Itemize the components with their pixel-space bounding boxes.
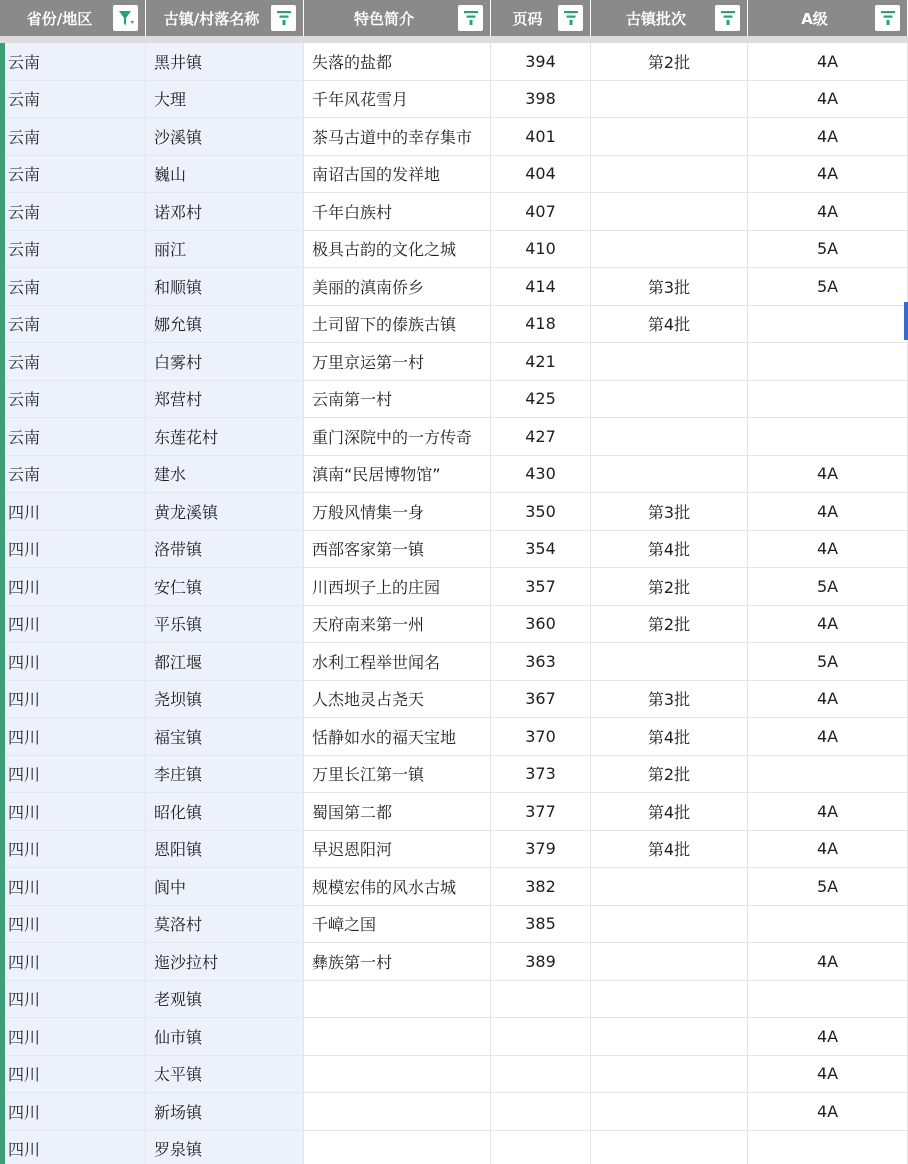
- table-cell[interactable]: 第3批: [591, 681, 748, 719]
- table-cell[interactable]: 第2批: [591, 606, 748, 644]
- table-row: [0, 531, 908, 569]
- table-cell[interactable]: 云南: [0, 118, 146, 156]
- table-cell[interactable]: 白雾村: [146, 343, 304, 381]
- table-cell[interactable]: 4A: [748, 531, 908, 569]
- table-cell[interactable]: [591, 418, 748, 456]
- table-cell[interactable]: [591, 1018, 748, 1056]
- table-cell[interactable]: 四川: [0, 906, 146, 944]
- table-cell[interactable]: 极具古韵的文化之城: [304, 231, 491, 269]
- table-cell[interactable]: 377: [491, 793, 591, 831]
- table-cell[interactable]: 都江堰: [146, 643, 304, 681]
- table-cell[interactable]: 娜允镇: [146, 306, 304, 344]
- column-header-5[interactable]: [591, 0, 748, 36]
- table-cell[interactable]: 5A: [748, 231, 908, 269]
- table-cell[interactable]: [491, 981, 591, 1019]
- table-cell[interactable]: 彝族第一村: [304, 943, 491, 981]
- table-cell[interactable]: 和顺镇: [146, 268, 304, 306]
- table-cell[interactable]: 尧坝镇: [146, 681, 304, 719]
- table-cell[interactable]: [748, 1131, 908, 1164]
- table-cell[interactable]: 云南: [0, 231, 146, 269]
- table-row: [0, 268, 908, 306]
- table-cell[interactable]: 430: [491, 456, 591, 494]
- table-row: [0, 231, 908, 269]
- table-cell[interactable]: 千年白族村: [304, 193, 491, 231]
- table-cell[interactable]: [304, 1093, 491, 1131]
- table-cell[interactable]: 421: [491, 343, 591, 381]
- table-cell[interactable]: [591, 381, 748, 419]
- table-cell[interactable]: 4A: [748, 493, 908, 531]
- table-cell[interactable]: 4A: [748, 156, 908, 194]
- table-row: [0, 306, 908, 344]
- table-cell[interactable]: [591, 1056, 748, 1094]
- column-header-3[interactable]: [304, 0, 491, 36]
- table-row: [0, 456, 908, 494]
- table-row: [0, 943, 908, 981]
- table-cell[interactable]: [591, 156, 748, 194]
- table-cell[interactable]: 失落的盐都: [304, 43, 491, 81]
- table-cell[interactable]: 360: [491, 606, 591, 644]
- table-cell[interactable]: 第4批: [591, 831, 748, 869]
- table-cell[interactable]: 四川: [0, 681, 146, 719]
- table-cell[interactable]: 云南: [0, 343, 146, 381]
- table-cell[interactable]: 新场镇: [146, 1093, 304, 1131]
- table-cell[interactable]: 第2批: [591, 43, 748, 81]
- table-row: [0, 756, 908, 794]
- table-cell[interactable]: [748, 981, 908, 1019]
- table-cell[interactable]: 4A: [748, 831, 908, 869]
- table-cell[interactable]: 401: [491, 118, 591, 156]
- table-cell[interactable]: 四川: [0, 1018, 146, 1056]
- table-cell[interactable]: 4A: [748, 193, 908, 231]
- table-row: [0, 43, 908, 81]
- table-cell[interactable]: 滇南“民居博物馆”: [304, 456, 491, 494]
- table-cell[interactable]: 美丽的滇南侨乡: [304, 268, 491, 306]
- table-cell[interactable]: [491, 1131, 591, 1164]
- table-cell[interactable]: 四川: [0, 1093, 146, 1131]
- table-cell[interactable]: 阆中: [146, 868, 304, 906]
- table-cell[interactable]: 土司留下的傣族古镇: [304, 306, 491, 344]
- table-cell[interactable]: 4A: [748, 793, 908, 831]
- table-cell[interactable]: [591, 868, 748, 906]
- table-cell[interactable]: [748, 381, 908, 419]
- filter-active-icon[interactable]: [113, 5, 138, 31]
- table-cell[interactable]: 第2批: [591, 756, 748, 794]
- table-cell[interactable]: 沙溪镇: [146, 118, 304, 156]
- table-cell[interactable]: 四川: [0, 718, 146, 756]
- filter-icon[interactable]: [558, 5, 583, 31]
- table-cell[interactable]: 363: [491, 643, 591, 681]
- table-cell[interactable]: 5A: [748, 643, 908, 681]
- table-cell[interactable]: 4A: [748, 718, 908, 756]
- table-cell[interactable]: 黄龙溪镇: [146, 493, 304, 531]
- table-cell[interactable]: 第2批: [591, 568, 748, 606]
- table-cell[interactable]: 福宝镇: [146, 718, 304, 756]
- table-cell[interactable]: 四川: [0, 831, 146, 869]
- table-row: [0, 418, 908, 456]
- table-row: [0, 643, 908, 681]
- table-row: [0, 831, 908, 869]
- table-cell[interactable]: 四川: [0, 1131, 146, 1164]
- table-row: [0, 118, 908, 156]
- table-cell[interactable]: 389: [491, 943, 591, 981]
- table-cell[interactable]: 370: [491, 718, 591, 756]
- table-cell[interactable]: 大理: [146, 81, 304, 119]
- table-cell[interactable]: [748, 906, 908, 944]
- table-cell[interactable]: 川西坝子上的庄园: [304, 568, 491, 606]
- table-cell[interactable]: 四川: [0, 868, 146, 906]
- table-cell[interactable]: 四川: [0, 493, 146, 531]
- table-row: [0, 568, 908, 606]
- table-cell[interactable]: 云南: [0, 381, 146, 419]
- table-cell[interactable]: 重门深院中的一方传奇: [304, 418, 491, 456]
- table-cell[interactable]: 迤沙拉村: [146, 943, 304, 981]
- table-cell[interactable]: 410: [491, 231, 591, 269]
- table-cell[interactable]: 昭化镇: [146, 793, 304, 831]
- table-cell[interactable]: 四川: [0, 568, 146, 606]
- table-cell[interactable]: 四川: [0, 981, 146, 1019]
- table-cell[interactable]: [304, 1018, 491, 1056]
- column-header-2[interactable]: [146, 0, 304, 36]
- table-cell[interactable]: 巍山: [146, 156, 304, 194]
- table-cell[interactable]: 四川: [0, 943, 146, 981]
- table-cell[interactable]: 云南: [0, 156, 146, 194]
- table-cell[interactable]: 云南: [0, 268, 146, 306]
- table-cell[interactable]: [748, 306, 908, 344]
- table-cell[interactable]: 天府南来第一州: [304, 606, 491, 644]
- table-cell[interactable]: 诺邓村: [146, 193, 304, 231]
- table-cell[interactable]: 354: [491, 531, 591, 569]
- table-row: [0, 156, 908, 194]
- column-header-label: 古镇批次: [625, 9, 686, 28]
- table-cell[interactable]: [591, 81, 748, 119]
- table-cell[interactable]: [491, 1093, 591, 1131]
- filter-icon[interactable]: [875, 5, 900, 31]
- table-cell[interactable]: [491, 1018, 591, 1056]
- table-cell[interactable]: 南诏古国的发祥地: [304, 156, 491, 194]
- filter-icon[interactable]: [271, 5, 296, 31]
- table-cell[interactable]: 郑营村: [146, 381, 304, 419]
- table-cell[interactable]: 第3批: [591, 268, 748, 306]
- table-cell[interactable]: 蜀国第二都: [304, 793, 491, 831]
- table-cell[interactable]: [304, 1131, 491, 1164]
- table-cell[interactable]: 规模宏伟的风水古城: [304, 868, 491, 906]
- table-row: [0, 681, 908, 719]
- table-cell[interactable]: 水利工程举世闻名: [304, 643, 491, 681]
- table-cell[interactable]: [491, 1056, 591, 1094]
- table-row: [0, 868, 908, 906]
- table-cell[interactable]: [591, 643, 748, 681]
- table-row: [0, 1056, 908, 1094]
- table-cell[interactable]: 平乐镇: [146, 606, 304, 644]
- filter-icon[interactable]: [715, 5, 740, 31]
- table-cell[interactable]: 四川: [0, 606, 146, 644]
- table-cell[interactable]: 367: [491, 681, 591, 719]
- table-cell[interactable]: 云南: [0, 456, 146, 494]
- filter-icon[interactable]: [458, 5, 483, 31]
- table-cell[interactable]: [591, 343, 748, 381]
- table-row: [0, 81, 908, 119]
- table-cell[interactable]: 385: [491, 906, 591, 944]
- column-header-6[interactable]: [748, 0, 908, 36]
- table-cell[interactable]: [304, 1056, 491, 1094]
- table-cell[interactable]: 427: [491, 418, 591, 456]
- table-cell[interactable]: 407: [491, 193, 591, 231]
- scrollbar-thumb[interactable]: [904, 302, 908, 340]
- table-cell[interactable]: 第4批: [591, 793, 748, 831]
- table-row: [0, 906, 908, 944]
- selection-indicator: [0, 43, 5, 1164]
- table-cell[interactable]: 东莲花村: [146, 418, 304, 456]
- table-cell[interactable]: 云南: [0, 418, 146, 456]
- table-cell[interactable]: 4A: [748, 1018, 908, 1056]
- table-cell[interactable]: 李庄镇: [146, 756, 304, 794]
- table-cell[interactable]: 四川: [0, 756, 146, 794]
- table-cell[interactable]: [591, 118, 748, 156]
- table-cell[interactable]: 云南: [0, 43, 146, 81]
- table-cell[interactable]: [748, 756, 908, 794]
- table-cell[interactable]: 350: [491, 493, 591, 531]
- table-cell[interactable]: 恩阳镇: [146, 831, 304, 869]
- column-header-label: 页码: [512, 9, 543, 28]
- table-cell[interactable]: 丽江: [146, 231, 304, 269]
- table-cell[interactable]: [591, 193, 748, 231]
- table-row: [0, 193, 908, 231]
- table-cell[interactable]: 人杰地灵占尧天: [304, 681, 491, 719]
- table-cell[interactable]: 5A: [748, 568, 908, 606]
- table-cell[interactable]: 万里长江第一镇: [304, 756, 491, 794]
- table-cell[interactable]: 第4批: [591, 306, 748, 344]
- table-cell[interactable]: [748, 418, 908, 456]
- table-cell[interactable]: 5A: [748, 268, 908, 306]
- table-cell[interactable]: 4A: [748, 606, 908, 644]
- table-cell[interactable]: 四川: [0, 643, 146, 681]
- table-cell[interactable]: [591, 231, 748, 269]
- table-cell[interactable]: 373: [491, 756, 591, 794]
- table-cell[interactable]: 四川: [0, 531, 146, 569]
- table-cell[interactable]: 万般风情集一身: [304, 493, 491, 531]
- table-cell[interactable]: [748, 343, 908, 381]
- table-cell[interactable]: [304, 981, 491, 1019]
- table-cell[interactable]: 第3批: [591, 493, 748, 531]
- table-cell[interactable]: 千年风花雪月: [304, 81, 491, 119]
- table-cell[interactable]: 仙市镇: [146, 1018, 304, 1056]
- table-row: [0, 493, 908, 531]
- table-cell[interactable]: 418: [491, 306, 591, 344]
- column-header-label: 特色简介: [353, 9, 414, 28]
- column-header-1[interactable]: [0, 0, 146, 36]
- table-cell[interactable]: [591, 1131, 748, 1164]
- table-cell[interactable]: 4A: [748, 118, 908, 156]
- table-cell[interactable]: 4A: [748, 1056, 908, 1094]
- table-cell[interactable]: 万里京运第一村: [304, 343, 491, 381]
- table-cell[interactable]: 379: [491, 831, 591, 869]
- table-row: [0, 718, 908, 756]
- table-cell[interactable]: 茶马古道中的幸存集市: [304, 118, 491, 156]
- table-cell[interactable]: 第4批: [591, 531, 748, 569]
- table-cell[interactable]: 太平镇: [146, 1056, 304, 1094]
- table-cell[interactable]: 云南: [0, 306, 146, 344]
- table-cell[interactable]: 382: [491, 868, 591, 906]
- table-row: [0, 1131, 908, 1164]
- table-cell[interactable]: 早迟恩阳河: [304, 831, 491, 869]
- table-cell[interactable]: 四川: [0, 793, 146, 831]
- column-header-label: 古镇/村落名称: [163, 9, 260, 28]
- table-cell[interactable]: 394: [491, 43, 591, 81]
- table-cell[interactable]: 建水: [146, 456, 304, 494]
- column-header-label: A级: [801, 9, 828, 28]
- table-row: [0, 793, 908, 831]
- table-cell[interactable]: 357: [491, 568, 591, 606]
- table-cell[interactable]: [591, 1093, 748, 1131]
- table-cell[interactable]: 398: [491, 81, 591, 119]
- table-cell[interactable]: 云南: [0, 193, 146, 231]
- table-cell[interactable]: 5A: [748, 868, 908, 906]
- column-header-4[interactable]: [491, 0, 591, 36]
- table-cell[interactable]: 黑井镇: [146, 43, 304, 81]
- table-cell[interactable]: 老观镇: [146, 981, 304, 1019]
- table-cell[interactable]: 千嶂之国: [304, 906, 491, 944]
- table-cell[interactable]: 洛带镇: [146, 531, 304, 569]
- table-cell[interactable]: 404: [491, 156, 591, 194]
- table-cell[interactable]: 罗泉镇: [146, 1131, 304, 1164]
- table-cell[interactable]: 莫洛村: [146, 906, 304, 944]
- table-cell[interactable]: [591, 456, 748, 494]
- table-row: [0, 1018, 908, 1056]
- table-cell[interactable]: 4A: [748, 1093, 908, 1131]
- table-row: [0, 343, 908, 381]
- table-cell[interactable]: 第4批: [591, 718, 748, 756]
- table-cell[interactable]: 4A: [748, 943, 908, 981]
- table-body: [0, 43, 908, 1164]
- column-header-label: 省份/地区: [26, 9, 93, 28]
- header-divider: [0, 36, 908, 43]
- table-row: [0, 606, 908, 644]
- column-header-row: [0, 0, 908, 36]
- table-cell[interactable]: 西部客家第一镇: [304, 531, 491, 569]
- table-cell[interactable]: 4A: [748, 456, 908, 494]
- table-cell[interactable]: 4A: [748, 81, 908, 119]
- table-cell[interactable]: [591, 981, 748, 1019]
- table-row: [0, 1093, 908, 1131]
- table-cell[interactable]: 414: [491, 268, 591, 306]
- table-cell[interactable]: [591, 943, 748, 981]
- table-cell[interactable]: 4A: [748, 681, 908, 719]
- table-cell[interactable]: [591, 906, 748, 944]
- table-cell[interactable]: 425: [491, 381, 591, 419]
- table-cell[interactable]: 云南: [0, 81, 146, 119]
- table-cell[interactable]: 四川: [0, 1056, 146, 1094]
- table-cell[interactable]: 云南第一村: [304, 381, 491, 419]
- table-cell[interactable]: 4A: [748, 43, 908, 81]
- table-row: [0, 981, 908, 1019]
- table-cell[interactable]: 安仁镇: [146, 568, 304, 606]
- table-row: [0, 381, 908, 419]
- table-cell[interactable]: 恬静如水的福天宝地: [304, 718, 491, 756]
